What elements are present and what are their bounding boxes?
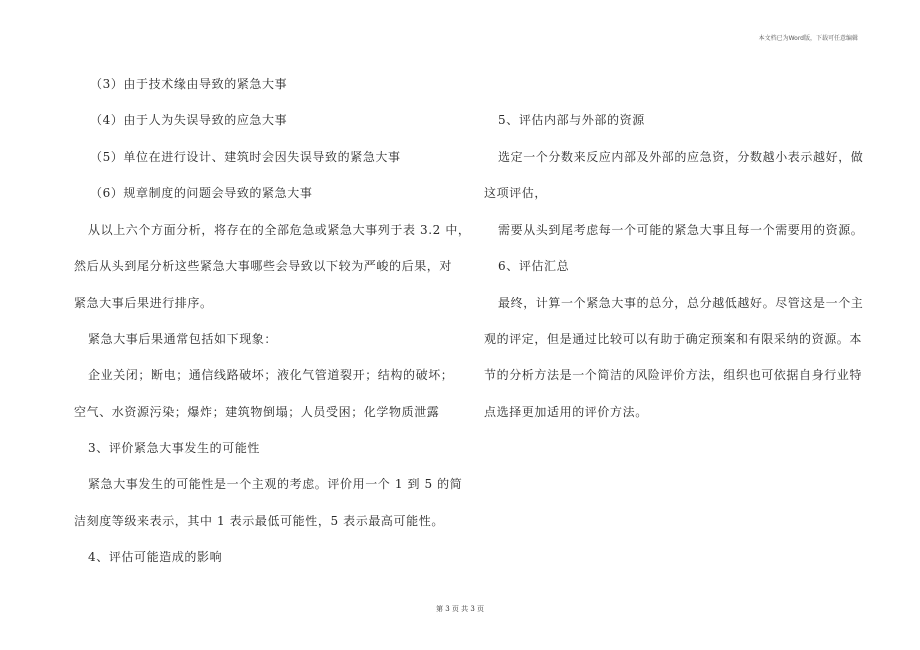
- paragraph-line: 然后从头到尾分析这些紧急大事哪些会导致以下较为严峻的后果，对: [74, 259, 453, 273]
- header-watermark-note: 本文档已为Word版，下载可任意编辑: [758, 35, 858, 42]
- paragraph-line: 紧急大事后果通常包括如下现象：: [88, 332, 278, 346]
- paragraph-line: 从以上六个方面分析，将存在的全部危急或紧急大事列于表 3.2 中，: [88, 223, 471, 237]
- paragraph-line: 选定一个分数来反应内部及外部的应急资，分数越小表示越好，做: [498, 150, 864, 164]
- paragraph-line: 需要从头到尾考虑每一个可能的紧急大事且每一个需要用的资源。: [498, 223, 864, 237]
- paragraph-line: （6）规章制度的问题会导致的紧急大事: [90, 186, 313, 200]
- paragraph-line: 这项评估，: [484, 186, 548, 200]
- paragraph-line: （4）由于人为失误导致的应急大事: [90, 113, 288, 127]
- paragraph-line: （3）由于技术缘由导致的紧急大事: [90, 77, 288, 91]
- paragraph-line: 企业关闭；断电；通信线路破坏；液化气管道裂开；结构的破坏；: [88, 368, 454, 382]
- paragraph-line: 空气、水资源污染；爆炸；建筑物倒塌；人员受困；化学物质泄露: [74, 405, 440, 419]
- paragraph-line: 洁刻度等级来表示，其中 1 表示最低可能性，5 表示最高可能性。: [74, 514, 444, 528]
- paragraph-line: 节的分析方法是一个简洁的风险评价方法，组织也可依据自身行业特: [484, 368, 863, 382]
- page-footer: 第 3 页 共 3 页: [435, 605, 485, 613]
- section-heading: 4、评估可能造成的影响: [88, 550, 223, 564]
- paragraph-line: 点选择更加适用的评价方法。: [484, 405, 648, 419]
- paragraph-line: 紧急大事发生的可能性是一个主观的考虑。评价用一个 1 到 5 的简: [88, 477, 463, 491]
- section-heading: 5、评估内部与外部的资源: [498, 113, 645, 127]
- section-heading: 3、评价紧急大事发生的可能性: [88, 441, 261, 455]
- paragraph-line: 最终，计算一个紧急大事的总分，总分越低越好。尽管这是一个主: [498, 296, 864, 310]
- paragraph-line: 观的评定，但是通过比较可以有助于确定预案和有限采纳的资源。本: [484, 332, 863, 346]
- section-heading: 6、评估汇总: [498, 259, 570, 273]
- paragraph-line: 紧急大事后果进行排序。: [74, 296, 213, 310]
- paragraph-line: （5）单位在进行设计、建筑时会因失误导致的紧急大事: [90, 150, 401, 164]
